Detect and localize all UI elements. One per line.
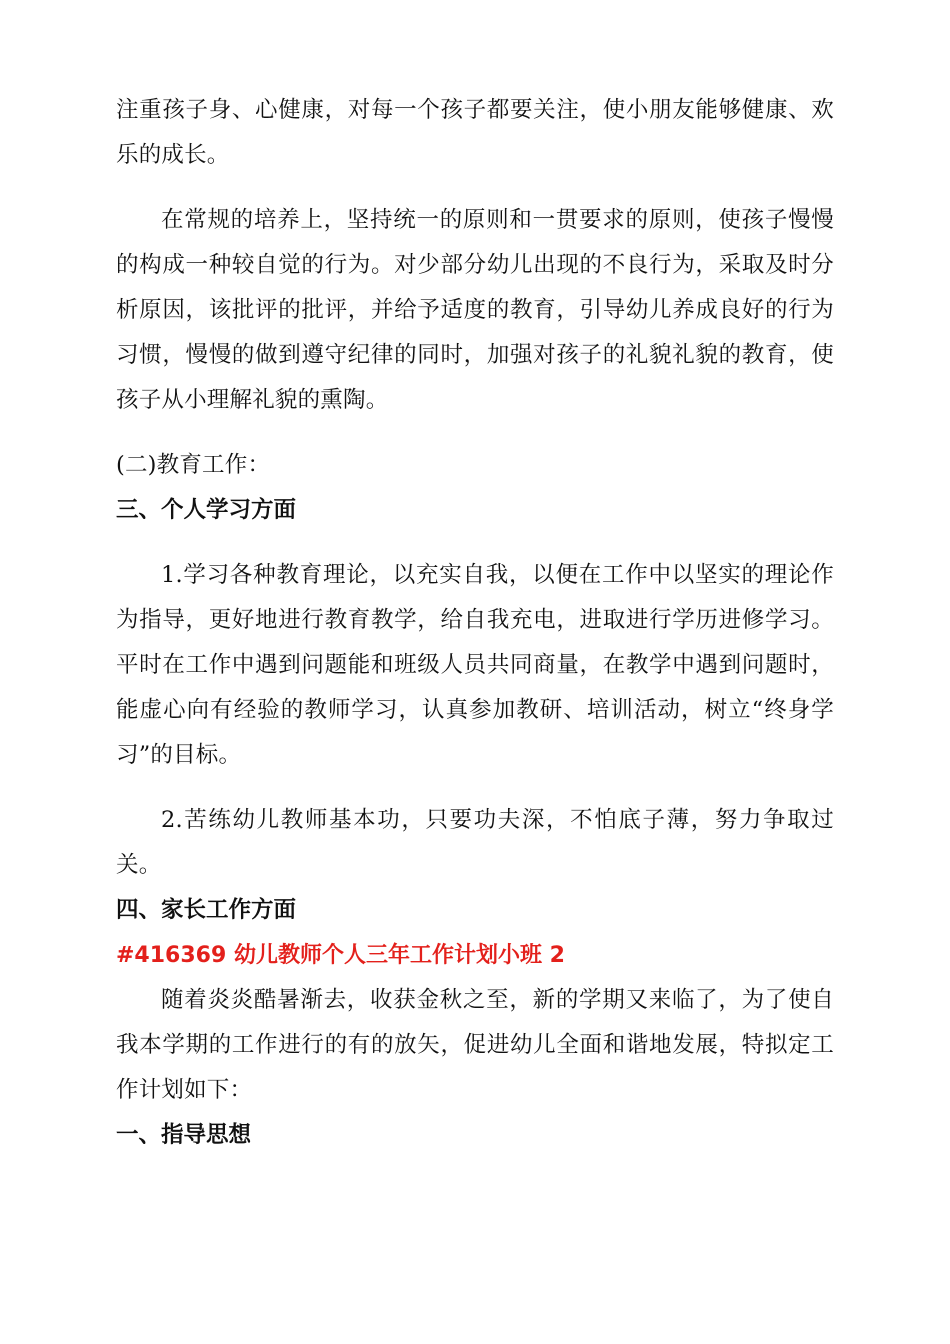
- document-title-red: #416369 幼儿教师个人三年工作计划小班 2: [116, 943, 565, 968]
- paragraph-education-work: (二)教育工作：: [116, 452, 271, 478]
- heading-parent-work: 四、家长工作方面: [116, 897, 297, 923]
- paragraph-study-1: 1.学习各种教育理论，以充实自我，以便在工作中以坚实的理论作为指导，更好地进行教育教学，给自我充电，进取进行学历进修学习。平时在工作中遇到问题能和班级人员共同商量，在教学中遇到问题时，能虚心向有经验的教师学习，认真参加教研、培训活动，树立“终身学习”的目标。: [116, 562, 834, 768]
- paragraph-routine: 在常规的培养上，坚持统一的原则和一贯要求的原则，使孩子慢慢的构成一种较自觉的行为。对少部分幼儿出现的不良行为，采取及时分析原因，该批评的批评，并给予适度的教育，引导幼儿养成良好的行为习惯，慢慢的做到遵守纪律的同时，加强对孩子的礼貌礼貌的教育，使孩子从小理解礼貌的熏陶。: [116, 207, 834, 413]
- paragraph-study-2: 2.苦练幼儿教师基本功，只要功夫深，不怕底子薄，努力争取过关。: [116, 807, 834, 878]
- paragraph-health: 注重孩子身、心健康，对每一个孩子都要关注，使小朋友能够健康、欢乐的成长。: [116, 97, 834, 168]
- heading-personal-study: 三、个人学习方面: [116, 497, 297, 523]
- document-page: [116, 88, 834, 1158]
- paragraph-intro: 随着炎炎酷暑渐去，收获金秋之至，新的学期又来临了，为了使自我本学期的工作进行的有的放矢，促进幼儿全面和谐地发展，特拟定工作计划如下：: [116, 987, 834, 1103]
- heading-guiding-ideology: 一、指导思想: [116, 1122, 252, 1148]
